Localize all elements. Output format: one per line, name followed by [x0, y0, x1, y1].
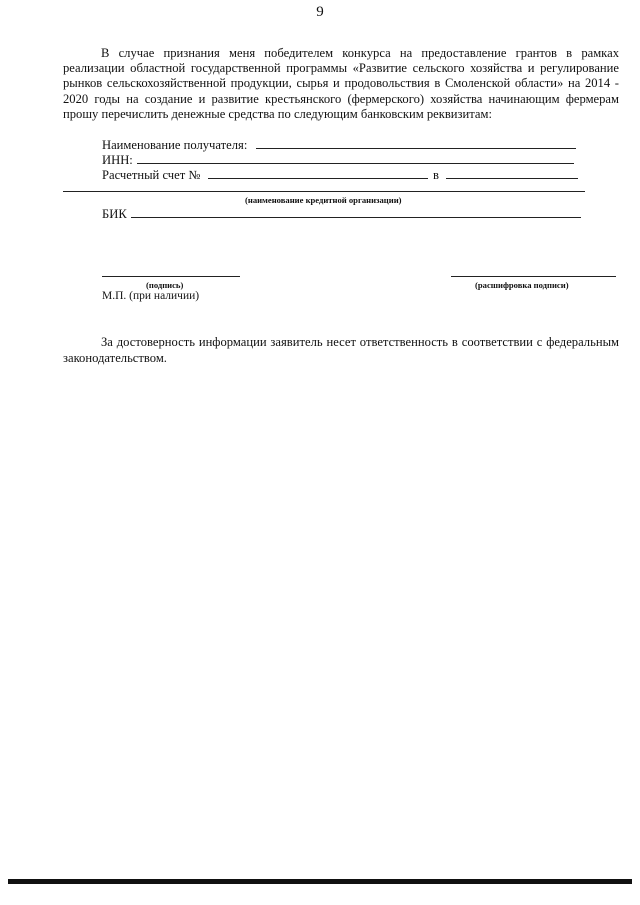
recipient-field[interactable]: [256, 148, 576, 149]
bank-field-part1[interactable]: [446, 178, 578, 179]
inn-field[interactable]: [137, 163, 574, 164]
bank-name-field[interactable]: [63, 191, 585, 192]
page-bottom-border: [8, 879, 632, 884]
bik-label: БИК: [102, 207, 127, 221]
bik-field[interactable]: [131, 217, 581, 218]
responsibility-note: [63, 334, 619, 366]
bank-caption: (наименование кредитной организации): [245, 195, 402, 205]
signature-field[interactable]: [102, 276, 240, 277]
account-field[interactable]: [208, 178, 428, 179]
page-number: 9: [316, 4, 324, 20]
inn-label: ИНН:: [102, 153, 133, 167]
signature-decoding-caption: (расшифровка подписи): [475, 280, 569, 290]
signature-decoding-field[interactable]: [451, 276, 616, 277]
in-label: в: [433, 168, 439, 182]
responsibility-text: За достоверность информации заявитель несет ответственность в соответствии с федеральным законодательством.: [63, 335, 619, 365]
stamp-label: М.П. (при наличии): [102, 290, 200, 302]
intro-text: В случае признания меня победителем конкурса на предоставление грантов в рамках реализации областной государственной программы «Развитие сельского хозяйства и регулирование рынков сельскохозяйственной продукции, сырья и продовольствия в Смоленской области» на 2014 - 2020 годы на создание и развитие крестьянского (фермерского) хозяйства начинающим фермерам прошу перечислить денежные средства по следующим банковским реквизитам:: [63, 46, 619, 121]
intro-paragraph: [63, 46, 619, 122]
account-label: Расчетный счет №: [102, 168, 201, 182]
recipient-label: Наименование получателя:: [102, 138, 248, 152]
signature-caption: (подпись): [146, 280, 184, 290]
